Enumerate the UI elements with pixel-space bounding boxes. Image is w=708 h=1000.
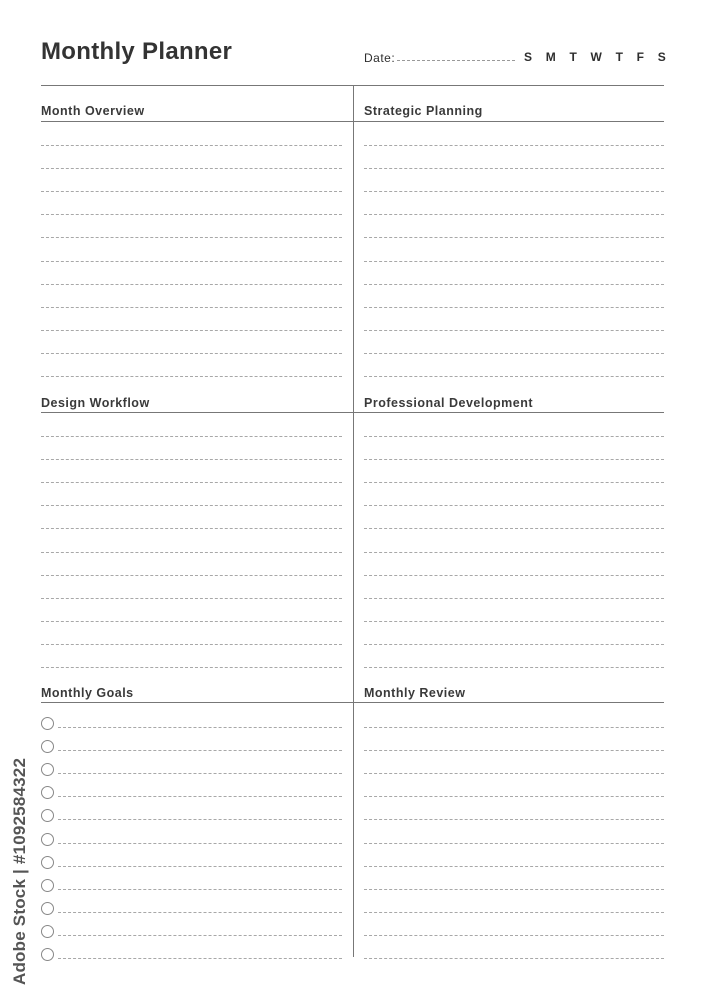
weekday-thursday[interactable]: T bbox=[615, 50, 624, 64]
section-rule bbox=[353, 121, 664, 122]
writing-line[interactable] bbox=[364, 575, 664, 576]
weekday-sunday[interactable]: S bbox=[524, 50, 533, 64]
writing-line[interactable] bbox=[364, 528, 664, 529]
section-rule bbox=[41, 702, 353, 703]
writing-line[interactable] bbox=[41, 214, 342, 215]
weekday-tuesday[interactable]: T bbox=[569, 50, 578, 64]
writing-line[interactable] bbox=[41, 667, 342, 668]
goal-checkbox[interactable] bbox=[41, 763, 54, 776]
writing-line[interactable] bbox=[41, 482, 342, 483]
date-field[interactable] bbox=[397, 60, 515, 61]
writing-line[interactable] bbox=[41, 353, 342, 354]
section-title-design-workflow: Design Workflow bbox=[41, 396, 150, 410]
writing-line[interactable] bbox=[41, 598, 342, 599]
writing-line[interactable] bbox=[364, 598, 664, 599]
writing-line[interactable] bbox=[364, 935, 664, 936]
section-title-month-overview: Month Overview bbox=[41, 104, 145, 118]
writing-line[interactable] bbox=[41, 330, 342, 331]
writing-line[interactable] bbox=[41, 261, 342, 262]
goal-checkbox[interactable] bbox=[41, 902, 54, 915]
writing-line[interactable] bbox=[364, 284, 664, 285]
writing-line[interactable] bbox=[364, 866, 664, 867]
writing-line[interactable] bbox=[364, 505, 664, 506]
writing-line[interactable] bbox=[41, 528, 342, 529]
section-title-strategic-planning: Strategic Planning bbox=[364, 104, 483, 118]
date-label: Date: bbox=[364, 51, 396, 65]
weekday-wednesday[interactable]: W bbox=[590, 50, 603, 64]
writing-line[interactable] bbox=[364, 667, 664, 668]
writing-line[interactable] bbox=[364, 307, 664, 308]
goal-checkbox[interactable] bbox=[41, 740, 54, 753]
writing-line[interactable] bbox=[364, 644, 664, 645]
goal-checkbox[interactable] bbox=[41, 948, 54, 961]
writing-line[interactable] bbox=[364, 889, 664, 890]
writing-line[interactable] bbox=[364, 353, 664, 354]
writing-line[interactable] bbox=[364, 459, 664, 460]
goal-checkbox[interactable] bbox=[41, 925, 54, 938]
section-rule bbox=[353, 412, 664, 413]
writing-line[interactable] bbox=[364, 376, 664, 377]
writing-line[interactable] bbox=[41, 145, 342, 146]
writing-line[interactable] bbox=[364, 261, 664, 262]
writing-line[interactable] bbox=[364, 912, 664, 913]
section-title-monthly-review: Monthly Review bbox=[364, 686, 466, 700]
writing-line[interactable] bbox=[58, 912, 342, 913]
writing-line[interactable] bbox=[364, 330, 664, 331]
writing-line[interactable] bbox=[41, 168, 342, 169]
writing-line[interactable] bbox=[41, 621, 342, 622]
writing-line[interactable] bbox=[364, 145, 664, 146]
writing-line[interactable] bbox=[58, 750, 342, 751]
section-rule bbox=[41, 412, 353, 413]
weekday-monday[interactable]: M bbox=[545, 50, 556, 64]
weekday-saturday[interactable]: S bbox=[657, 50, 666, 64]
writing-line[interactable] bbox=[364, 436, 664, 437]
writing-line[interactable] bbox=[58, 866, 342, 867]
weekday-friday[interactable]: F bbox=[636, 50, 645, 64]
writing-line[interactable] bbox=[364, 482, 664, 483]
writing-line[interactable] bbox=[41, 237, 342, 238]
writing-line[interactable] bbox=[41, 191, 342, 192]
writing-line[interactable] bbox=[41, 505, 342, 506]
writing-line[interactable] bbox=[58, 958, 342, 959]
writing-line[interactable] bbox=[364, 727, 664, 728]
writing-line[interactable] bbox=[58, 796, 342, 797]
writing-line[interactable] bbox=[364, 796, 664, 797]
writing-line[interactable] bbox=[364, 552, 664, 553]
writing-line[interactable] bbox=[58, 889, 342, 890]
writing-line[interactable] bbox=[58, 773, 342, 774]
page-title: Monthly Planner bbox=[41, 38, 233, 65]
writing-line[interactable] bbox=[41, 644, 342, 645]
writing-line[interactable] bbox=[41, 284, 342, 285]
writing-line[interactable] bbox=[58, 819, 342, 820]
writing-line[interactable] bbox=[364, 214, 664, 215]
writing-line[interactable] bbox=[41, 376, 342, 377]
writing-line[interactable] bbox=[364, 750, 664, 751]
writing-line[interactable] bbox=[41, 552, 342, 553]
writing-line[interactable] bbox=[364, 168, 664, 169]
writing-line[interactable] bbox=[58, 935, 342, 936]
weekday-selector bbox=[524, 50, 666, 64]
writing-line[interactable] bbox=[58, 843, 342, 844]
section-rule bbox=[41, 121, 353, 122]
writing-line[interactable] bbox=[364, 773, 664, 774]
stock-watermark: Adobe Stock | #1092584322 bbox=[10, 757, 29, 985]
writing-line[interactable] bbox=[364, 958, 664, 959]
writing-line[interactable] bbox=[41, 307, 342, 308]
goal-checkbox[interactable] bbox=[41, 717, 54, 730]
writing-line[interactable] bbox=[364, 237, 664, 238]
section-rule bbox=[353, 702, 664, 703]
section-title-professional-development: Professional Development bbox=[364, 396, 533, 410]
writing-line[interactable] bbox=[364, 843, 664, 844]
writing-line[interactable] bbox=[41, 459, 342, 460]
writing-line[interactable] bbox=[364, 819, 664, 820]
column-divider bbox=[353, 85, 354, 957]
goal-checkbox[interactable] bbox=[41, 856, 54, 869]
writing-line[interactable] bbox=[41, 575, 342, 576]
writing-line[interactable] bbox=[58, 727, 342, 728]
writing-line[interactable] bbox=[41, 436, 342, 437]
goal-checkbox[interactable] bbox=[41, 879, 54, 892]
writing-line[interactable] bbox=[364, 191, 664, 192]
goal-checkbox[interactable] bbox=[41, 809, 54, 822]
goal-checkbox[interactable] bbox=[41, 786, 54, 799]
writing-line[interactable] bbox=[364, 621, 664, 622]
goal-checkbox[interactable] bbox=[41, 833, 54, 846]
section-title-monthly-goals: Monthly Goals bbox=[41, 686, 134, 700]
